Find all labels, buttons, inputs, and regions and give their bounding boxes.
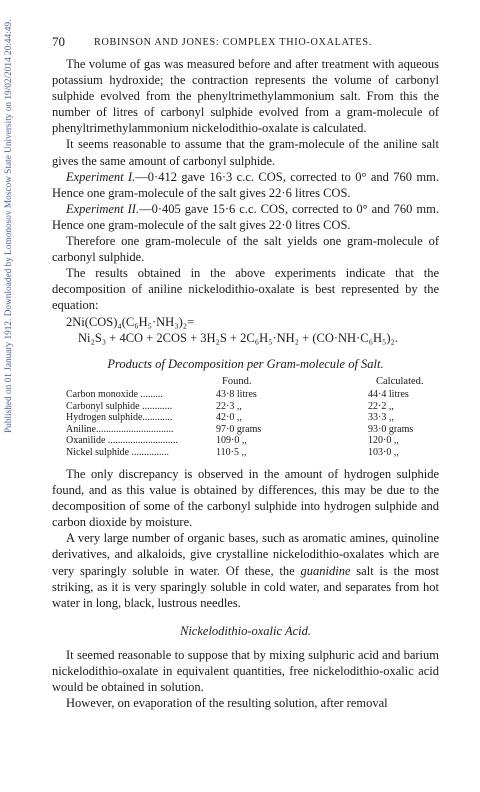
paragraph-6-start: A very large number of organic bases, such as aromatic amines, quinoline derivatives, and alkaloids, give crystalline nickelodithio-oxalates which are very sparingly soluble in water. Of these, the (52, 531, 439, 578)
paragraph-4: The results obtained in the above experiments indicate that the decomposition of aniline nickelodithio-oxalate is best represented by the equation: (52, 266, 439, 313)
row-calculated: 44·4 litres (368, 389, 409, 400)
table-row (66, 424, 424, 436)
row-calculated: 33·3 ,, (368, 412, 394, 423)
experiment-2 (52, 201, 439, 233)
row-found: 110·5 ,, (216, 446, 247, 458)
row-found: 22·3 ,, (216, 400, 242, 412)
row-name: Nickel sulphide ............... (66, 446, 170, 458)
row-name: Oxanilide ............................ (66, 435, 178, 446)
row-calculated: 120·0 ,, (368, 435, 399, 446)
paragraph-7: It seemed reasonable to suppose that by mixing sulphuric acid and barium nickelodithio-oxalate in equivalent quantities, free nickelodithio-oxalic acid would be obtained in solution. (52, 647, 439, 695)
table-title: Products of Decomposition per Gram-molecule of Salt. (107, 356, 384, 371)
col-found-header: Found. (222, 375, 252, 387)
row-found: 43·8 litres (216, 389, 257, 400)
row-calculated: 103·0 ,, (368, 446, 399, 458)
page-header (52, 34, 439, 56)
experiment-2-label: Experiment II. (66, 201, 140, 216)
page-body (52, 34, 439, 711)
table-row (66, 412, 424, 424)
row-calculated: 22·2 ,, (368, 400, 394, 412)
equation-line-1: 2Ni(COS)₄(C₆H₅·NH₃)₂= (66, 314, 195, 329)
decomposition-table (66, 376, 424, 459)
table-row (66, 435, 424, 447)
paragraph-8: However, on evaporation of the resulting solution, after removal (66, 696, 388, 711)
paragraph-5: The only discrepancy is observed in the amount of hydrogen sulphide found, and as this value is obtained by differences, this may be due to the decomposition of some of the carbonyl sulphide into hydrogen sulphide and carbon dioxide by moisture. (52, 467, 439, 530)
table-header-row (66, 376, 424, 390)
experiment-1-text: —0·412 gave 16·3 c.c. COS, corrected to 0° and 760 mm. Hence one gram-molecule of the salt gives 22·6 litres COS. (52, 169, 439, 200)
experiment-1-label: Experiment I. (66, 169, 136, 184)
row-name: Hydrogen sulphide............ (66, 412, 173, 423)
paragraph-6 (52, 530, 439, 610)
row-found: 42·0 ,, (216, 412, 242, 423)
row-name: Aniline............................... (66, 423, 174, 435)
paragraph-3: Therefore one gram-molecule of the salt yields one gram-molecule of carbonyl sulphide. (52, 234, 439, 265)
row-calculated: 93·0 grams (368, 423, 414, 435)
table-row (66, 401, 424, 413)
section-heading: Nickelodithio-oxalic Acid. (180, 623, 311, 638)
table-row (66, 447, 424, 459)
running-title: ROBINSON AND JONES: COMPLEX THIO-OXALATES. (94, 37, 372, 48)
equation-line-2: Ni₂S₃ + 4CO + 2COS + 3H₂S + 2C₆H₅·NH₂ + (CO·NH·C₆H₅)₂. (78, 330, 398, 345)
table-row (66, 389, 424, 401)
col-calculated-header: Calculated. (376, 375, 424, 387)
experiment-2-text: —0·405 gave 15·6 c.c. COS, corrected to 0° and 760 mm. Hence one gram-molecule of the salt gives 22·0 litres COS. (52, 201, 439, 232)
page-number: 70 (52, 34, 65, 49)
row-name: Carbonyl sulphide ............ (66, 400, 173, 412)
download-watermark: Published on 01 January 1912. Downloaded by Lomonosov Moscow State University on 19/02/2014 20:44:49. (4, 20, 14, 434)
row-found: 109·0 ,, (216, 435, 247, 446)
paragraph-2: It seems reasonable to assume that the gram-molecule of the aniline salt gives the same amount of carbonyl sulphide. (52, 137, 439, 168)
paragraph-1: The volume of gas was measured before and after treatment with aqueous potassium hydroxide; the contraction represents the volume of carbonyl sulphide evolved from the phenyltrimethylammonium salt. From this the number of litres of carbonyl sulphide evolved from a gram-molecule of phenyltrimethylammonium nickelodithio-oxalate is calculated. (52, 57, 439, 136)
guanidine-term: guanidine (300, 563, 351, 578)
row-name: Carbon monoxide ......... (66, 389, 163, 400)
paragraph-6-end: salt is the most striking, as it is very sparingly soluble in cold water, and separates from hot water in long, black, lustrous needles. (52, 563, 440, 610)
experiment-1 (52, 169, 439, 201)
row-found: 97·0 grams (216, 423, 262, 435)
